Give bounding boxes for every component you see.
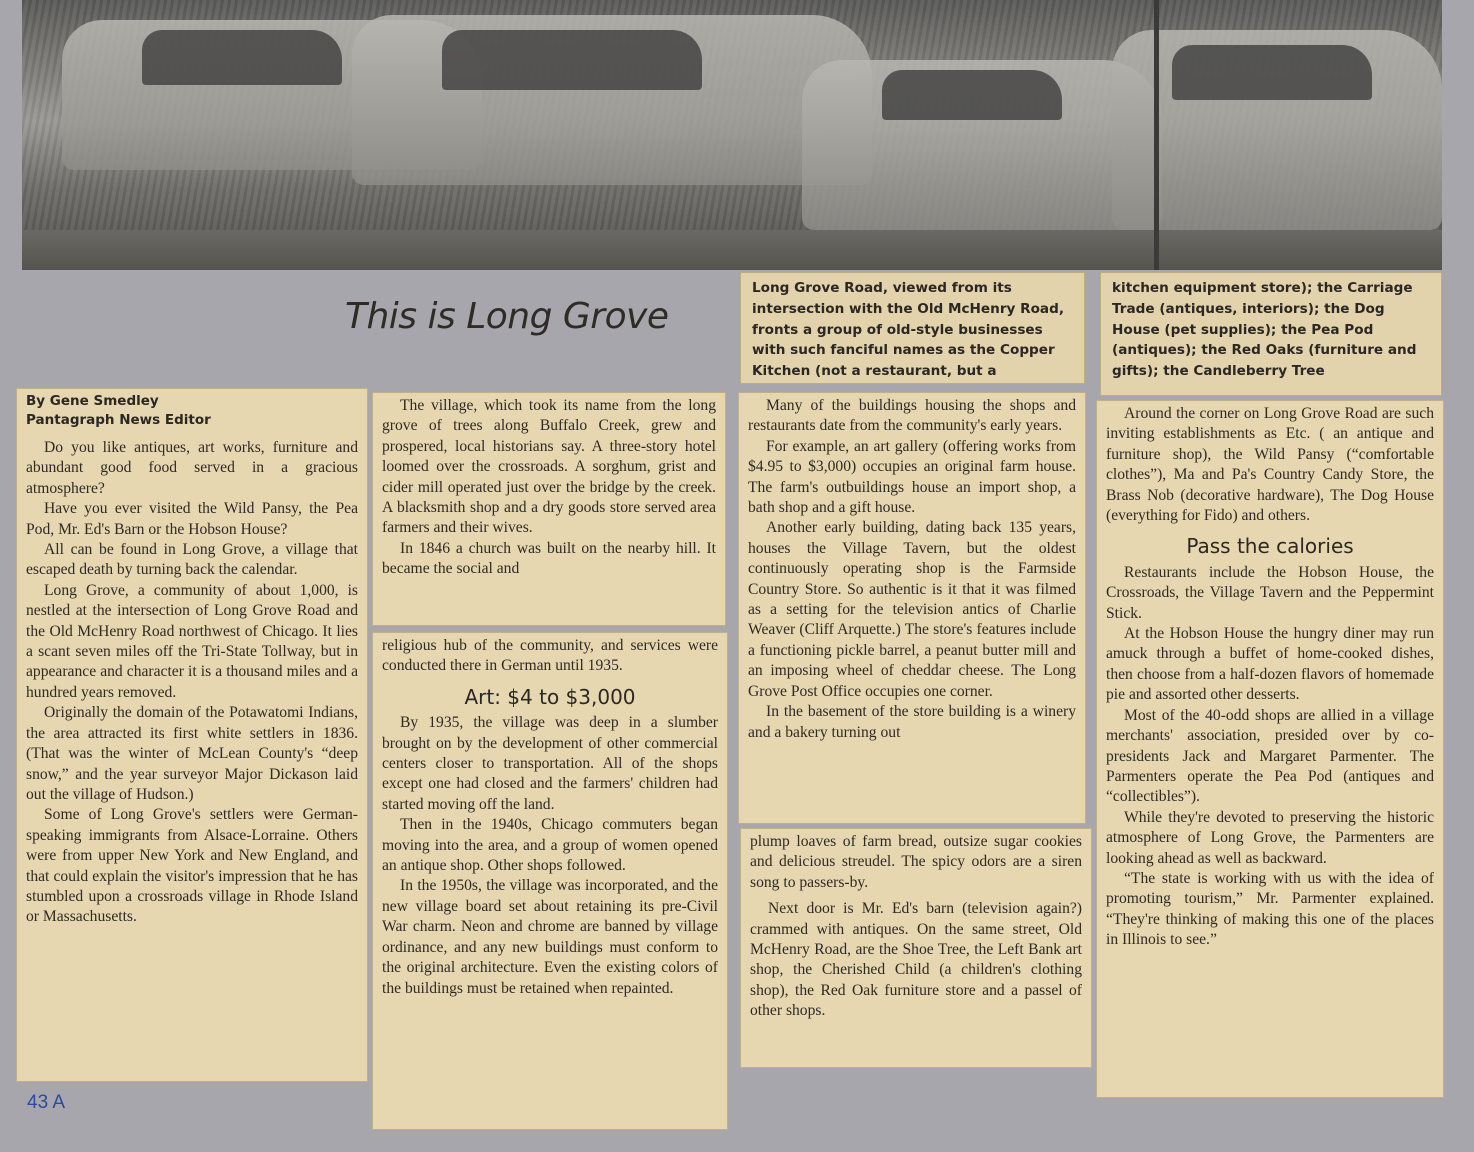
paragraph: Most of the 40-odd shops are allied in a village merchants' association, presided over by co-presidents Jack and Margaret Parmenter. The Parmenters operate the Pea Pod (antiques and “collectibles”).: [1106, 706, 1434, 806]
paragraph: The village, which took its name from the long grove of trees along Buffalo Creek, grew and prospered, local historians say. A three-story hotel loomed over the crossroads. A sorghum, grist and cider mill operated just over the bridge by the creek. A blacksmith shop and a dry goods store served area farmers and their wives.: [382, 397, 716, 537]
article-column-4: [1096, 400, 1444, 1098]
paragraph: In 1846 a church was built on the nearby hill. It became the social and: [382, 539, 716, 578]
caption-right-text: kitchen equipment store); the Carriage Trade (antiques, interiors); the Dog House (pet supplies); the Pea Pod (antiques); the Red Oaks (furniture and gifts); the Candleberry Tree: [1112, 280, 1417, 380]
paragraph: Originally the domain of the Potawatomi Indians, the area attracted its first white settlers in 1836. (That was the winter of McLean County's “deep snow,” and the year surveyor Major Dickason laid out the village of Hudson.): [26, 704, 358, 803]
paragraph: Restaurants include the Hobson House, the Crossroads, the Village Tavern and the Peppermint Stick.: [1106, 563, 1434, 622]
paragraph: Around the corner on Long Grove Road are such inviting establishments as Etc. ( an antique and furniture shop), the Wild Pansy (“comfortable clothes”), Ma and Pa's Country Candy Store, the Brass Nob (decorative hardware), The Dog House (everything for Fido) and others.: [1106, 405, 1434, 525]
paragraph: By 1935, the village was deep in a slumber brought on by the development of other commercial centers closer to transportation. All of the shops except one had closed and the farmers' children had started moving off the land.: [382, 714, 718, 813]
photo-caption-right: [1100, 272, 1442, 396]
paragraph: religious hub of the community, and services were conducted there in German until 1935.: [382, 637, 718, 675]
paragraph: Then in the 1940s, Chicago commuters began moving into the area, and a group of women opened an antique shop. Other shops followed.: [382, 816, 718, 875]
parking-lot-photo: [22, 0, 1442, 270]
paragraph: “The state is working with us with the idea of promoting tourism,” Mr. Parmenter explained. “They're thinking of making this one of the places in Illinois to see.”: [1106, 869, 1434, 949]
article-column-2-bottom: [372, 632, 728, 1130]
paragraph: In the basement of the store building is a winery and a bakery turning out: [748, 703, 1076, 741]
article-column-2-top: [372, 392, 726, 626]
paragraph: Another early building, dating back 135 years, houses the Village Tavern, but the oldest continuously operating shop is the Farmside Country Store. So authentic is it that it was filmed as a setting for the television antics of Charlie Weaver (Cliff Arquette.) The store's features include a functioning pickle barrel, a peanut butter mill and an imposing wheel of cheddar cheese. The Long Grove Post Office occupies one corner.: [748, 519, 1076, 700]
paragraph: Next door is Mr. Ed's barn (television again?) crammed with antiques. On the same street, Old McHenry Road, are the Shoe Tree, the Left Bank art shop, the Cherished Child (a children's clothing shop), the Red Oak furniture store and a passel of other shops.: [750, 900, 1082, 1020]
paragraph: Do you like antiques, art works, furniture and abundant good food served in a gracious atmosphere?: [26, 439, 358, 497]
article-column-1: [16, 388, 368, 1082]
caption-left-text: Long Grove Road, viewed from its intersection with the Old McHenry Road, fronts a group of old-style businesses with such fanciful names as the Copper Kitchen (not a restaurant, but a: [752, 280, 1064, 380]
headline: This is Long Grove: [345, 296, 669, 337]
paragraph: For example, an art gallery (offering works from $4.95 to $3,000) occupies an original farm house. The farm's outbuildings house an import shop, a bath shop and a gift house.: [748, 437, 1076, 517]
paragraph: Some of Long Grove's settlers were German-speaking immigrants from Alsace-Lorraine. Others were from upper New York and New England, and that could explain the visitor's impression that he has stumbled upon a crossroads village in Rhode Island or Massachusetts.: [26, 806, 358, 926]
paragraph: At the Hobson House the hungry diner may run amuck through a buffet of home-cooked dishes, then choose from a half-dozen flavors of homemade pie and assorted other desserts.: [1106, 625, 1434, 704]
byline-name: By Gene Smedley: [26, 393, 159, 409]
photo-caption-left: [740, 272, 1085, 384]
section-subhead-art: Art: $4 to $3,000: [464, 684, 636, 709]
article-column-3-top: [738, 392, 1086, 824]
paragraph: plump loaves of farm bread, outsize sugar cookies and delicious streudel. The spicy odors are a siren song to passers-by.: [750, 833, 1082, 891]
paragraph: Many of the buildings housing the shops and restaurants date from the community's early years.: [748, 397, 1076, 435]
section-subhead-calories: Pass the calories: [1186, 534, 1354, 559]
article-column-3-bottom: [740, 828, 1092, 1068]
paragraph: Have you ever visited the Wild Pansy, the Pea Pod, Mr. Ed's Barn or the Hobson House?: [26, 500, 358, 538]
paragraph: While they're devoted to preserving the historic atmosphere of Long Grove, the Parmenters are looking ahead as well as backward.: [1106, 808, 1434, 867]
page-number: 43 A: [27, 1092, 66, 1113]
paragraph: All can be found in Long Grove, a village that escaped death by turning back the calendar.: [26, 541, 358, 579]
paragraph: Long Grove, a community of about 1,000, is nestled at the intersection of Long Grove Road and the Old McHenry Road northwest of Chicago. It lies a scant seven miles off the Tri-State Tollway, but in appearance and character it is a thousand miles and a hundred years removed.: [26, 581, 358, 701]
byline-role: Pantagraph News Editor: [26, 412, 211, 428]
paragraph: In the 1950s, the village was incorporated, and the new village board set about retaining its pre-Civil War charm. Neon and chrome are banned by village ordinance, and any new buildings must conform to the original architecture. Even the existing colors of the buildings must be retained when repainted.: [382, 877, 718, 997]
